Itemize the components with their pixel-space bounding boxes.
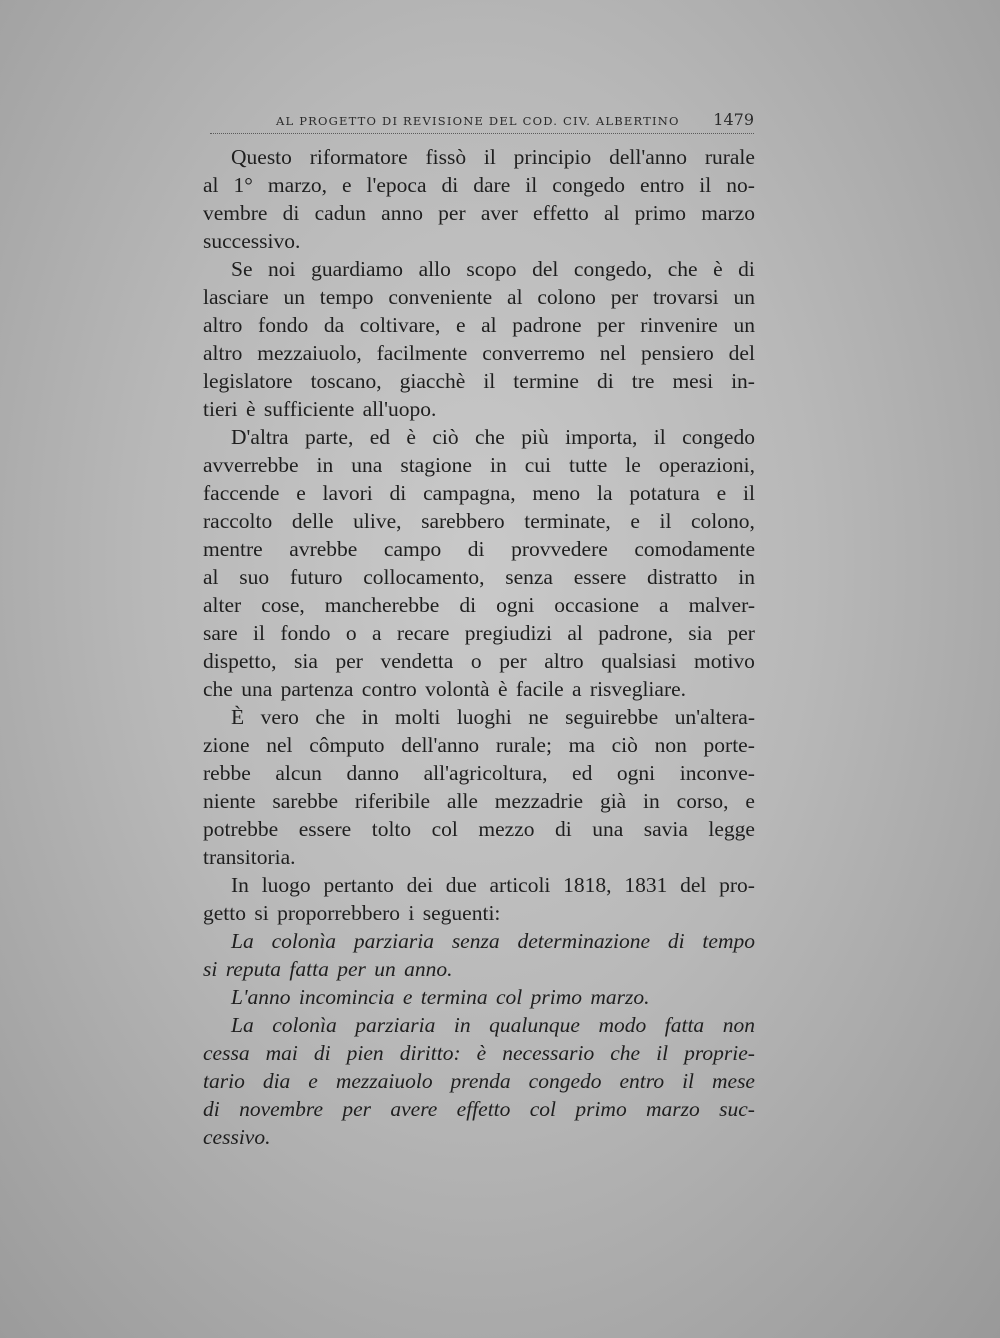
- text-line: lasciare un tempo conveniente al colono per trovarsi un: [203, 285, 755, 309]
- text-line: altro fondo da coltivare, e al padrone per rinvenire un: [203, 313, 755, 337]
- text-line: sare il fondo o a recare pregiudizi al padrone, sia per: [203, 621, 755, 645]
- text-line: vembre di cadun anno per aver effetto al primo marzo: [203, 201, 755, 225]
- text-line: D'altra parte, ed è ciò che più importa, il congedo: [231, 425, 755, 449]
- text-line: getto si proporrebbero i seguenti:: [203, 901, 501, 925]
- running-title: AL PROGETTO DI REVISIONE DEL COD. CIV. ALBERTINO: [276, 114, 680, 128]
- article-text-line: cessivo.: [203, 1125, 271, 1149]
- text-line: niente sarebbe riferibile alle mezzadrie già in corso, e: [203, 789, 755, 813]
- article-text-line: di novembre per avere effetto col primo marzo suc-: [203, 1097, 755, 1121]
- text-line: È vero che in molti luoghi ne seguirebbe un'altera-: [231, 705, 755, 729]
- header-rule: [210, 133, 754, 134]
- text-line: altro mezzaiuolo, facilmente converremo nel pensiero del: [203, 341, 755, 365]
- text-line: che una partenza contro volontà è facile a risvegliare.: [203, 677, 687, 701]
- article-text-line: La colonìa parziaria in qualunque modo fatta non: [231, 1013, 755, 1037]
- text-line: successivo.: [203, 229, 301, 253]
- text-line: dispetto, sia per vendetta o per altro qualsiasi motivo: [203, 649, 755, 673]
- text-line: al 1° marzo, e l'epoca di dare il congedo entro il no-: [203, 173, 755, 197]
- text-line: legislatore toscano, giacchè il termine di tre mesi in-: [203, 369, 755, 393]
- text-line: Se noi guardiamo allo scopo del congedo, che è di: [231, 257, 755, 281]
- text-line: potrebbe essere tolto col mezzo di una savia legge: [203, 817, 755, 841]
- text-line: Questo riformatore fissò il principio dell'anno rurale: [231, 145, 755, 169]
- text-line: tieri è sufficiente all'uopo.: [203, 397, 437, 421]
- article-text-line: tario dia e mezzaiuolo prenda congedo entro il mese: [203, 1069, 755, 1093]
- text-line: zione nel cômputo dell'anno rurale; ma ciò non porte-: [203, 733, 755, 757]
- page-number: 1479: [713, 110, 754, 129]
- text-line: faccende e lavori di campagna, meno la potatura e il: [203, 481, 755, 505]
- article-text-line: si reputa fatta per un anno.: [203, 957, 453, 981]
- text-line: mentre avrebbe campo di provvedere comodamente: [203, 537, 755, 561]
- text-line: rebbe alcun danno all'agricoltura, ed ogni inconve-: [203, 761, 755, 785]
- text-line: avverrebbe in una stagione in cui tutte le operazioni,: [203, 453, 755, 477]
- text-line: In luogo pertanto dei due articoli 1818, 1831 del pro-: [231, 873, 755, 897]
- text-line: al suo futuro collocamento, senza essere distratto in: [203, 565, 755, 589]
- text-line: alter cose, mancherebbe di ogni occasione a malver-: [203, 593, 755, 617]
- article-text-line: cessa mai di pien diritto: è necessario che il proprie-: [203, 1041, 755, 1065]
- text-line: transitoria.: [203, 845, 296, 869]
- body-text: [203, 143, 755, 1151]
- text-line: raccolto delle ulive, sarebbero terminate, e il colono,: [203, 509, 755, 533]
- article-text-line: L'anno incomincia e termina col primo marzo.: [231, 985, 650, 1009]
- page-header: [272, 110, 754, 134]
- article-text-line: La colonìa parziaria senza determinazione di tempo: [231, 929, 755, 953]
